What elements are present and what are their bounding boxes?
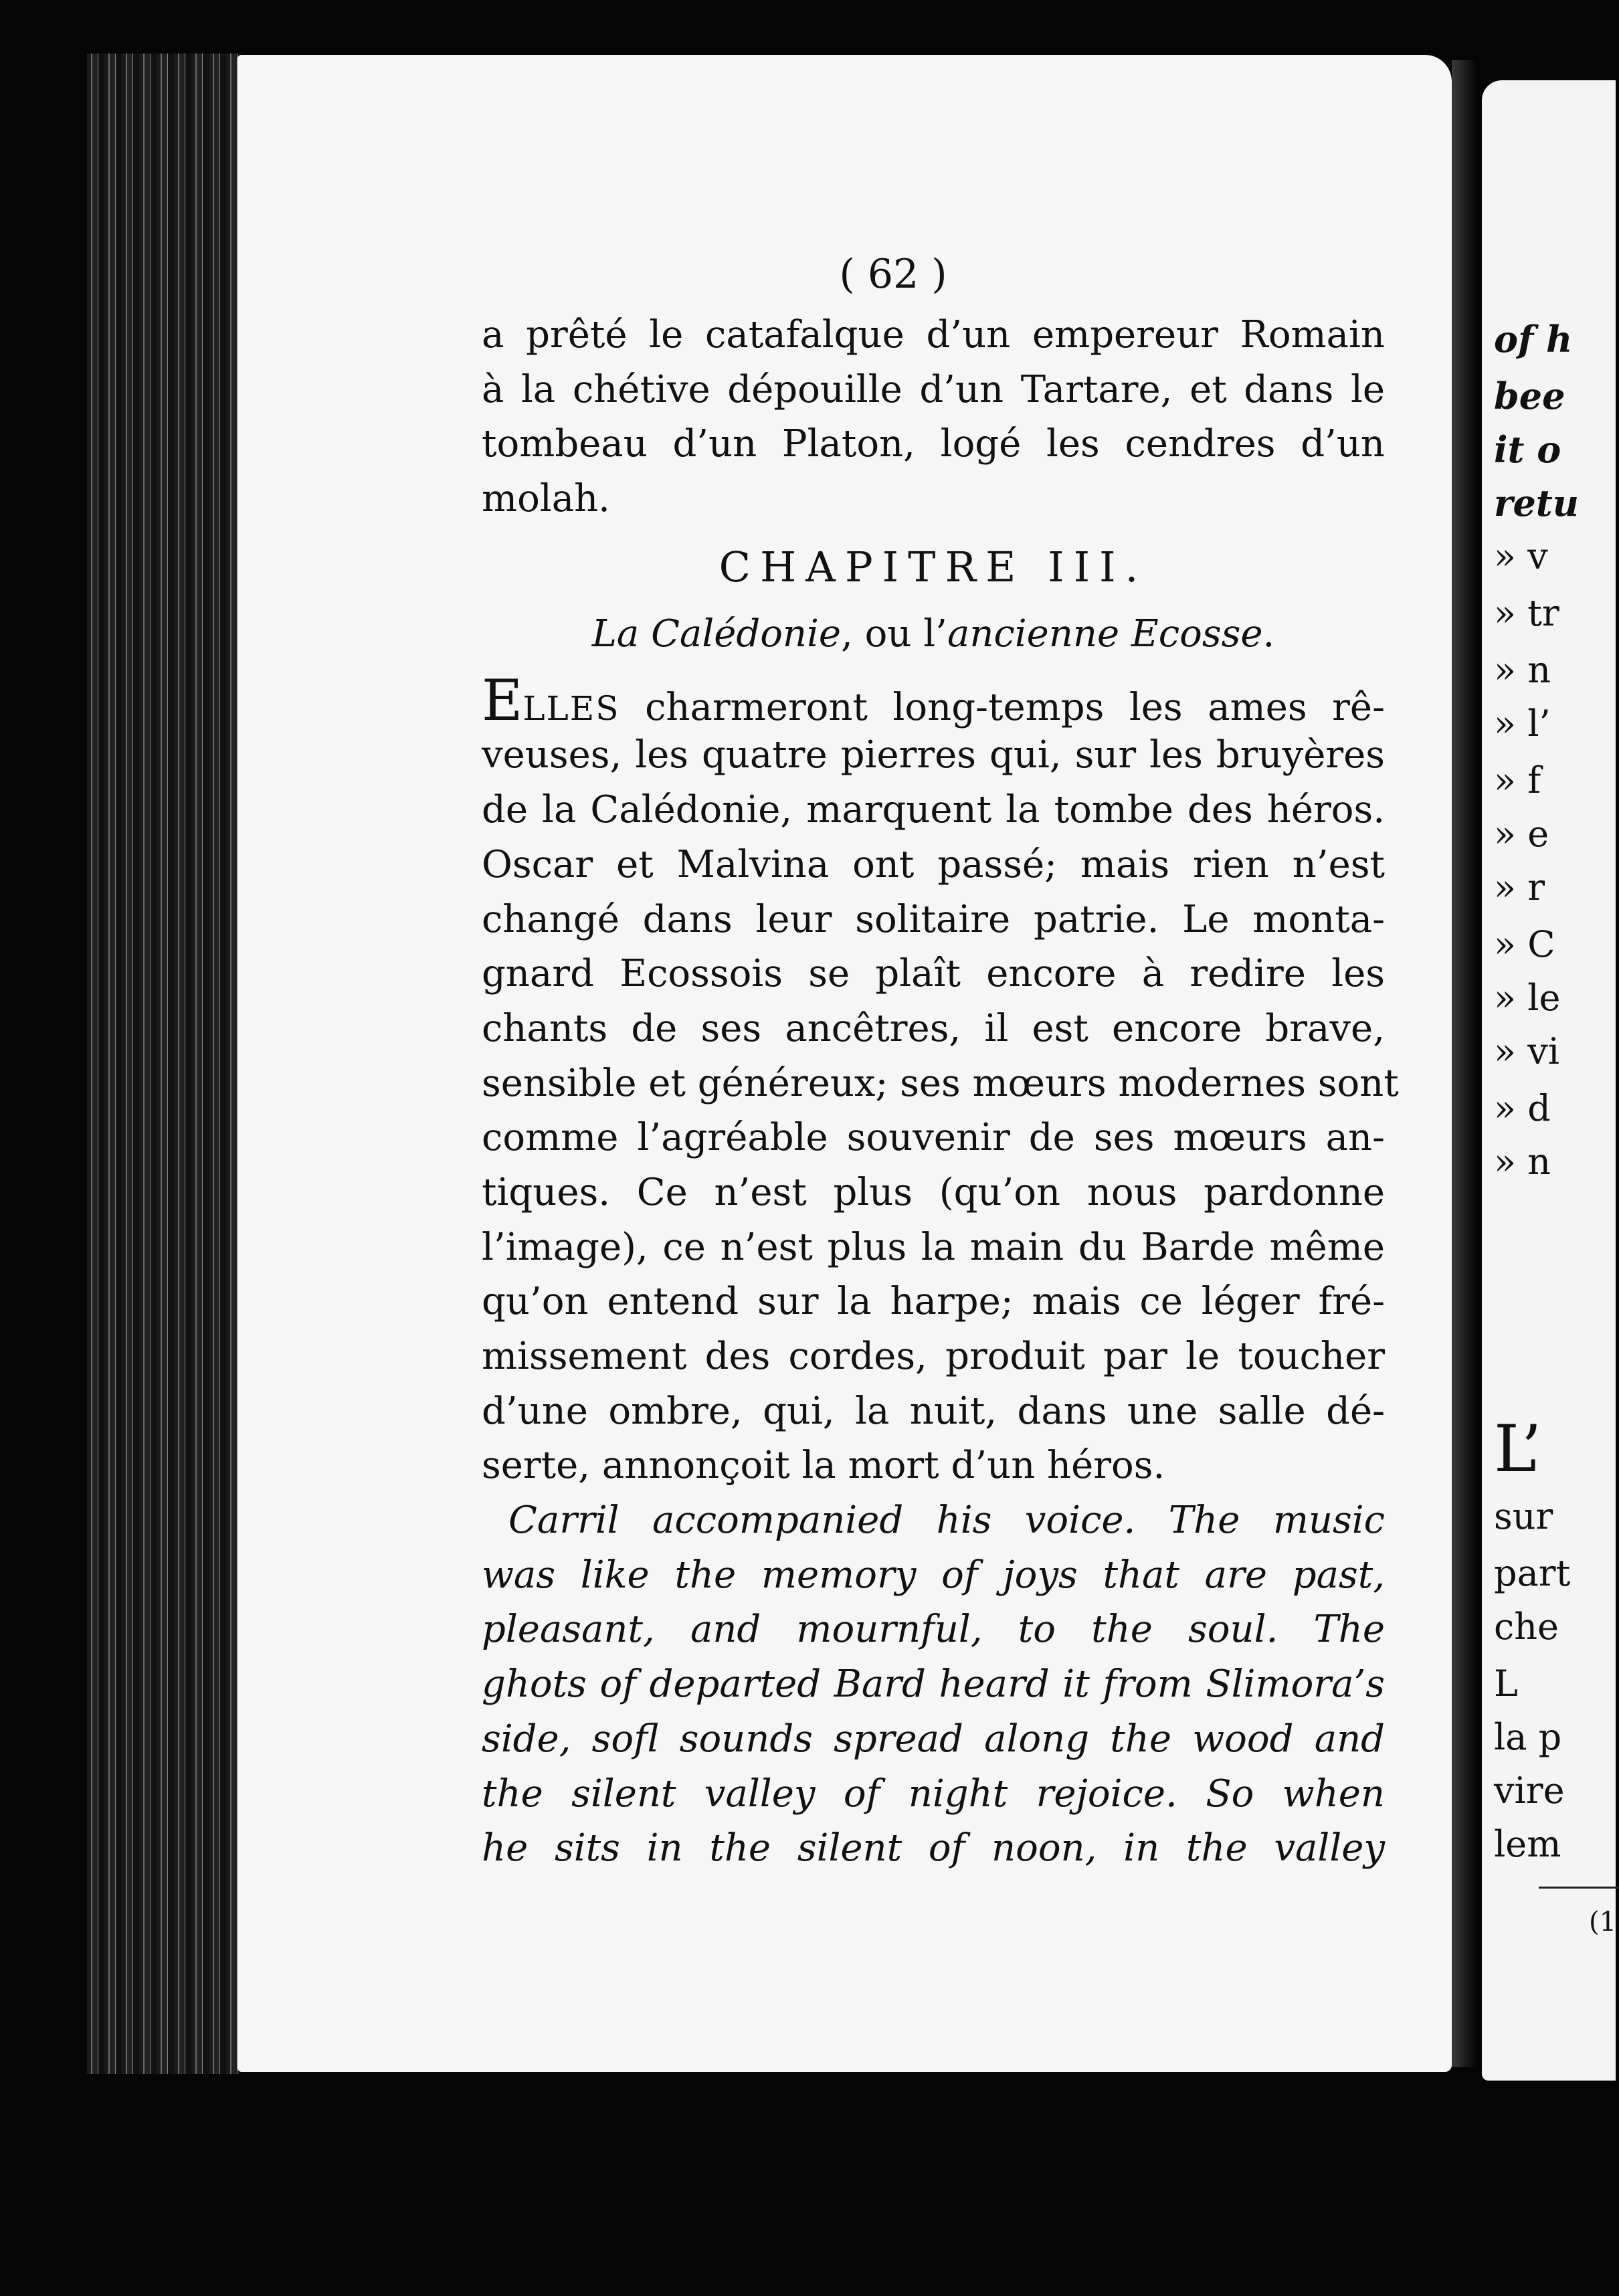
text-fragment: » e	[1494, 813, 1549, 855]
text-line: d’une ombre, qui, la nuit, dans une salle dé-	[482, 1389, 1385, 1433]
page-gutter	[1452, 60, 1479, 2067]
text-fragment: » f	[1494, 759, 1541, 801]
small-caps: LLES	[522, 688, 620, 728]
text-line: veuses, les quatre pierres qui, sur les bruyères	[482, 733, 1385, 777]
drop-cap: E	[482, 667, 523, 733]
quote-line: side, sofl sounds spread along the wood and	[482, 1717, 1385, 1761]
quotation-block	[482, 1493, 1385, 1876]
text-fragment: of h	[1494, 318, 1573, 361]
quote-line: ghots of departed Bard heard it from Slimora’s	[482, 1662, 1385, 1707]
chapter-heading: CHAPITRE III.	[719, 542, 1148, 591]
chapter-subtitle	[482, 604, 1385, 664]
quote-line: the silent valley of night rejoice. So when	[482, 1772, 1385, 1816]
text-line: comme l’agréable souvenir de ses mœurs an-	[482, 1116, 1385, 1160]
text-line: changé dans leur solitaire patrie. Le monta-	[482, 897, 1385, 941]
text-fragment: L’	[1494, 1412, 1542, 1487]
quote-line: was like the memory of joys that are past,	[482, 1553, 1385, 1597]
text-line: tombeau d’un Platon, logé les cendres d’un	[482, 422, 1385, 466]
text-fragment: » r	[1494, 866, 1545, 908]
text-fragment: bee	[1494, 375, 1565, 417]
text-line: chants de ses ancêtres, il est encore brave,	[482, 1006, 1385, 1050]
text-fragment: retu	[1494, 482, 1580, 524]
text-fragment: » tr	[1494, 592, 1559, 634]
text-fragment: » v	[1494, 535, 1548, 577]
text-fragment: » vi	[1494, 1030, 1559, 1072]
text-line: l’image), ce n’est plus la main du Barde même	[482, 1225, 1385, 1269]
subtitle-part: .	[1262, 611, 1275, 656]
text-fragment: vire	[1494, 1769, 1565, 1812]
quote-line: he sits in the silent of noon, in the valley	[482, 1826, 1385, 1871]
text-fragment: che	[1494, 1606, 1559, 1648]
text-line: serte, annonçoit la mort d’un héros.	[482, 1444, 1165, 1488]
text-fragment: » l’	[1494, 702, 1551, 745]
book-spine	[87, 54, 241, 2074]
page-number: ( 62 )	[839, 251, 947, 298]
text-fragment: » le	[1494, 977, 1561, 1019]
text-fragment: it o	[1494, 428, 1561, 471]
text-fragment: lem	[1494, 1823, 1561, 1865]
text-line: tiques. Ce n’est plus (qu’on nous pardonne	[482, 1170, 1385, 1214]
text-fragment: part	[1494, 1552, 1571, 1594]
text-line: Oscar et Malvina ont passé; mais rien n’est	[482, 842, 1385, 886]
subtitle-part: , ou l’	[841, 611, 947, 656]
text-line: qu’on entend sur la harpe; mais ce léger fré-	[482, 1280, 1385, 1324]
footnote-rule	[1539, 1887, 1619, 1889]
text-fragment: » n	[1494, 649, 1551, 691]
opening-paragraph	[482, 308, 1385, 527]
text-fragment: » d	[1494, 1087, 1551, 1129]
text-fragment: sur	[1494, 1495, 1553, 1537]
text-line: gnard Ecossois se plaît encore à redire les	[482, 952, 1385, 996]
text-line: molah.	[482, 477, 610, 521]
text-fragment: » n	[1494, 1141, 1551, 1183]
left-page-text	[482, 241, 1399, 1876]
text-line: sensible et généreux; ses mœurs modernes sont	[482, 1061, 1399, 1105]
text-line: de la Calédonie, marquent la tombe des héros.	[482, 788, 1385, 832]
line-rest: charmeront long-temps les ames rê-	[620, 685, 1385, 729]
quote-line: Carril accompanied his voice. The music	[508, 1499, 1385, 1543]
text-line: a prêté le catafalque d’un empereur Romain	[482, 313, 1385, 357]
subtitle-part: ancienne Ecosse	[947, 611, 1263, 656]
subtitle-part: La Calédonie	[591, 611, 842, 656]
text-fragment: L	[1494, 1662, 1518, 1705]
text-line	[482, 667, 1385, 733]
first-paragraph	[482, 667, 1399, 1493]
text-line: à la chétive dépouille d’un Tartare, et dans le	[482, 367, 1385, 411]
quote-line: pleasant, and mournful, to the soul. The	[482, 1608, 1385, 1652]
text-fragment: » C	[1494, 923, 1555, 965]
text-line: missement des cordes, produit par le toucher	[482, 1335, 1385, 1378]
text-fragment: la p	[1494, 1716, 1562, 1758]
right-page-fragment	[1482, 80, 1616, 2081]
footnote-fragment: (1	[1589, 1907, 1617, 1937]
